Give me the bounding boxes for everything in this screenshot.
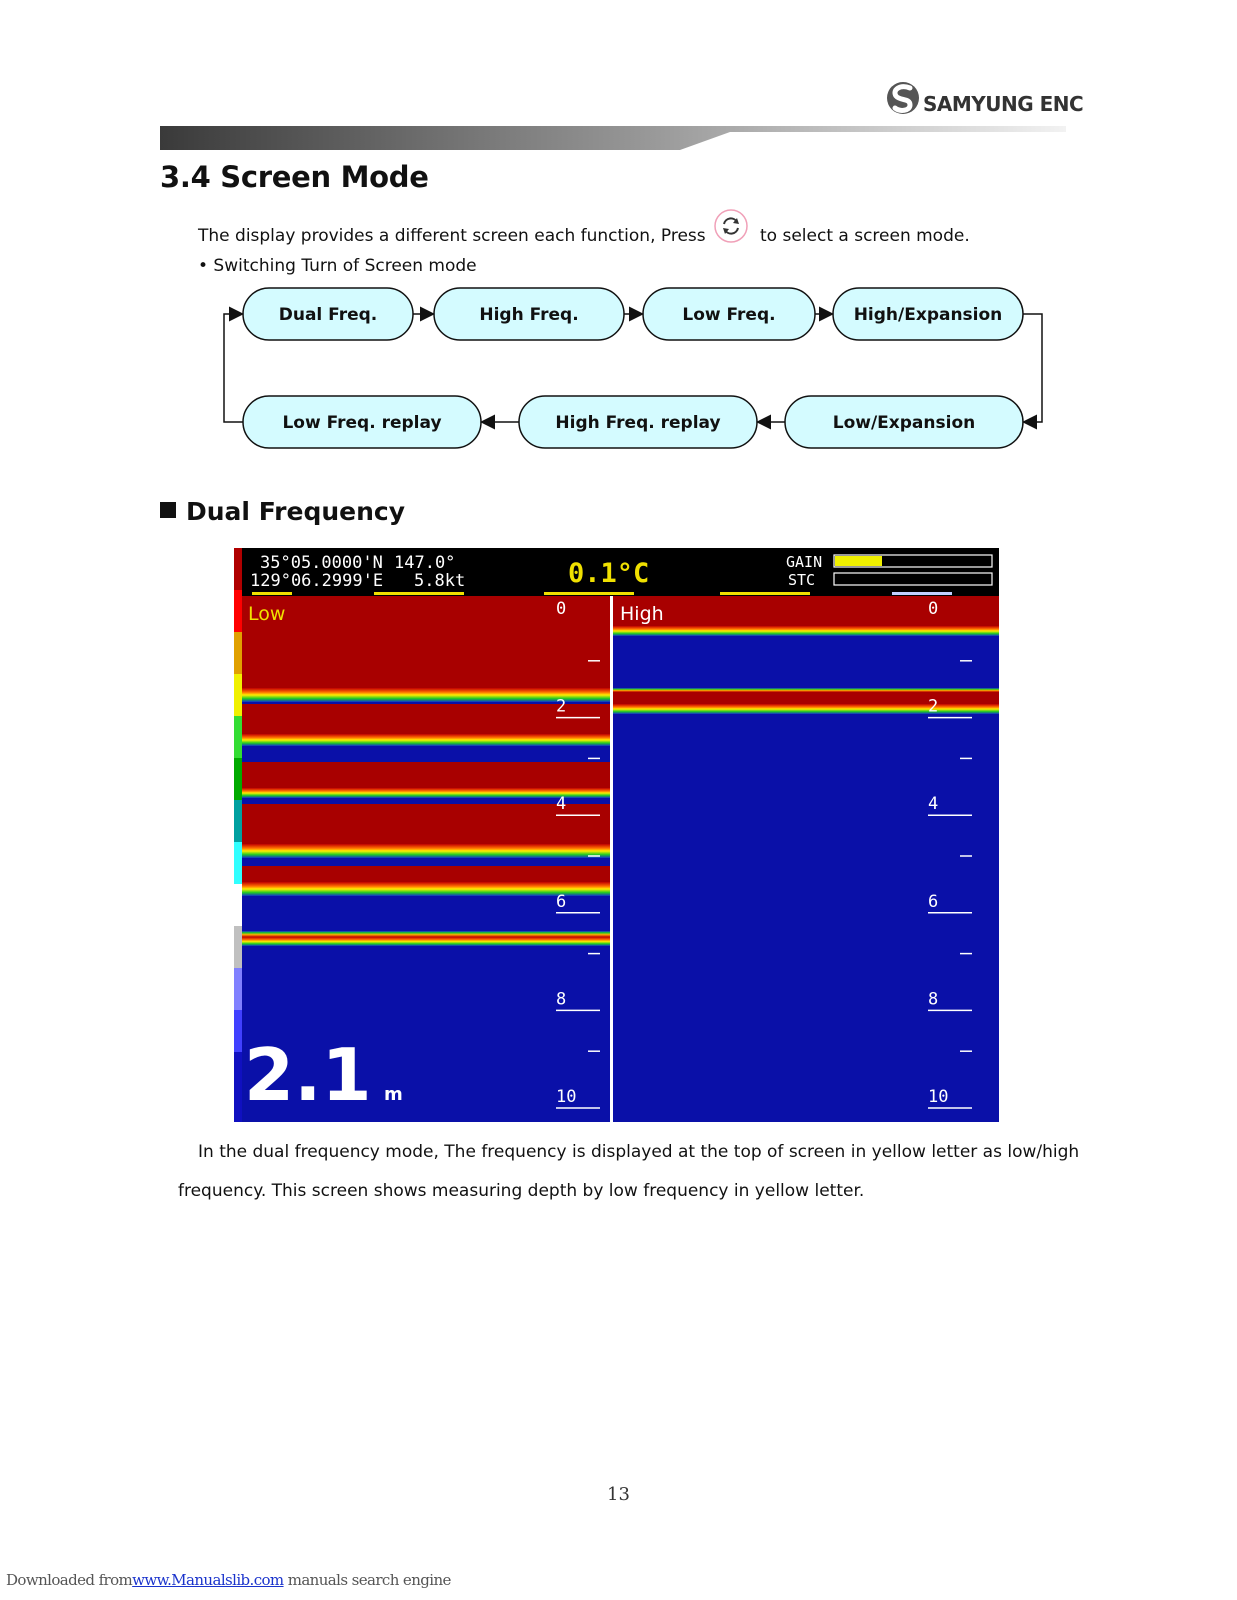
depth-tick-label: 6: [556, 891, 567, 912]
header-gradient-bar: [160, 126, 1066, 150]
footer-prefix: Downloaded from: [6, 1571, 133, 1589]
svg-text:High Freq.: High Freq.: [479, 305, 579, 325]
flow-node-low-freq-replay: [243, 396, 481, 448]
svg-text:Low Freq. replay: Low Freq. replay: [282, 413, 442, 433]
flow-arrow: [1023, 314, 1042, 422]
download-footer: [6, 1571, 451, 1589]
stc-label: STC: [788, 571, 816, 589]
depth-tick-label: 8: [556, 989, 567, 1010]
depth-readout: 2.1: [244, 1033, 372, 1117]
caption-line-1: In the dual frequency mode, The frequency is displayed at the top of screen in yellow letter as low/high: [198, 1142, 1080, 1162]
depth-tick-label: 2: [928, 696, 939, 717]
depth-tick-label: 10: [928, 1087, 949, 1107]
heading-readout: 147.0°: [394, 553, 456, 573]
screen-mode-flow: [220, 282, 1050, 452]
brand-name: SAMYUNG ENC: [923, 92, 1084, 116]
color-scale-bar: [234, 548, 242, 1122]
flow-node-low-freq: [643, 288, 815, 340]
flow-node-high-freq-replay: [519, 396, 757, 448]
manualslib-link[interactable]: www.Manualslib.com: [132, 1571, 284, 1589]
flow-node-high-expansion: [833, 288, 1023, 340]
depth-tick-label: 0: [556, 599, 567, 619]
subsection-title: [160, 497, 405, 526]
gain-label: GAIN: [786, 553, 823, 571]
mode-cycle-icon: [713, 208, 749, 244]
stc-bar: [834, 573, 992, 585]
switching-bullet: • Switching Turn of Screen mode: [198, 256, 477, 276]
depth-tick-label: 10: [556, 1087, 577, 1107]
gain-bar-fill: [835, 556, 882, 566]
depth-tick-label: 8: [928, 989, 939, 1010]
high-frequency-panel: [613, 596, 999, 1122]
longitude-readout: 129°06.2999'E: [250, 571, 384, 591]
depth-tick-label: 0: [928, 599, 939, 619]
depth-tick-label: 2: [556, 696, 567, 717]
samyung-logo-icon: [886, 80, 920, 116]
svg-text:Dual Freq.: Dual Freq.: [278, 305, 378, 325]
section-title: 3.4 Screen Mode: [160, 160, 429, 194]
depth-unit: m: [384, 1084, 403, 1105]
flow-node-low-expansion: [785, 396, 1023, 448]
footer-suffix: manuals search engine: [283, 1571, 451, 1589]
svg-text:Low Freq.: Low Freq.: [682, 305, 776, 325]
page-number: 13: [607, 1484, 630, 1505]
flow-node-dual-freq: [243, 288, 413, 340]
high-panel-label: High: [620, 603, 664, 625]
latitude-readout: 35°05.0000'N: [260, 553, 383, 573]
depth-tick-label: 6: [928, 891, 939, 912]
flow-arrow: [224, 314, 243, 422]
svg-text:High/Expansion: High/Expansion: [853, 305, 1003, 325]
panel-divider: [610, 596, 613, 1122]
intro-text: The display provides a different screen each function, Press: [198, 226, 706, 246]
depth-tick-label: 4: [928, 794, 939, 815]
caption-line-2: frequency. This screen shows measuring depth by low frequency in yellow letter.: [178, 1181, 865, 1201]
low-panel-label: Low: [248, 603, 286, 625]
flow-node-high-freq: [434, 288, 624, 340]
svg-text:High Freq. replay: High Freq. replay: [555, 413, 721, 433]
subsection-title-text: Dual Frequency: [186, 497, 406, 526]
temperature-readout: 0.1°C: [568, 558, 650, 589]
svg-text:Low/Expansion: Low/Expansion: [832, 413, 976, 433]
depth-tick-label: 4: [556, 794, 567, 815]
sonar-display: [234, 548, 999, 1122]
intro-text-after: to select a screen mode.: [760, 226, 970, 246]
square-bullet-icon: [160, 502, 176, 518]
speed-readout: 5.8kt: [414, 571, 466, 591]
